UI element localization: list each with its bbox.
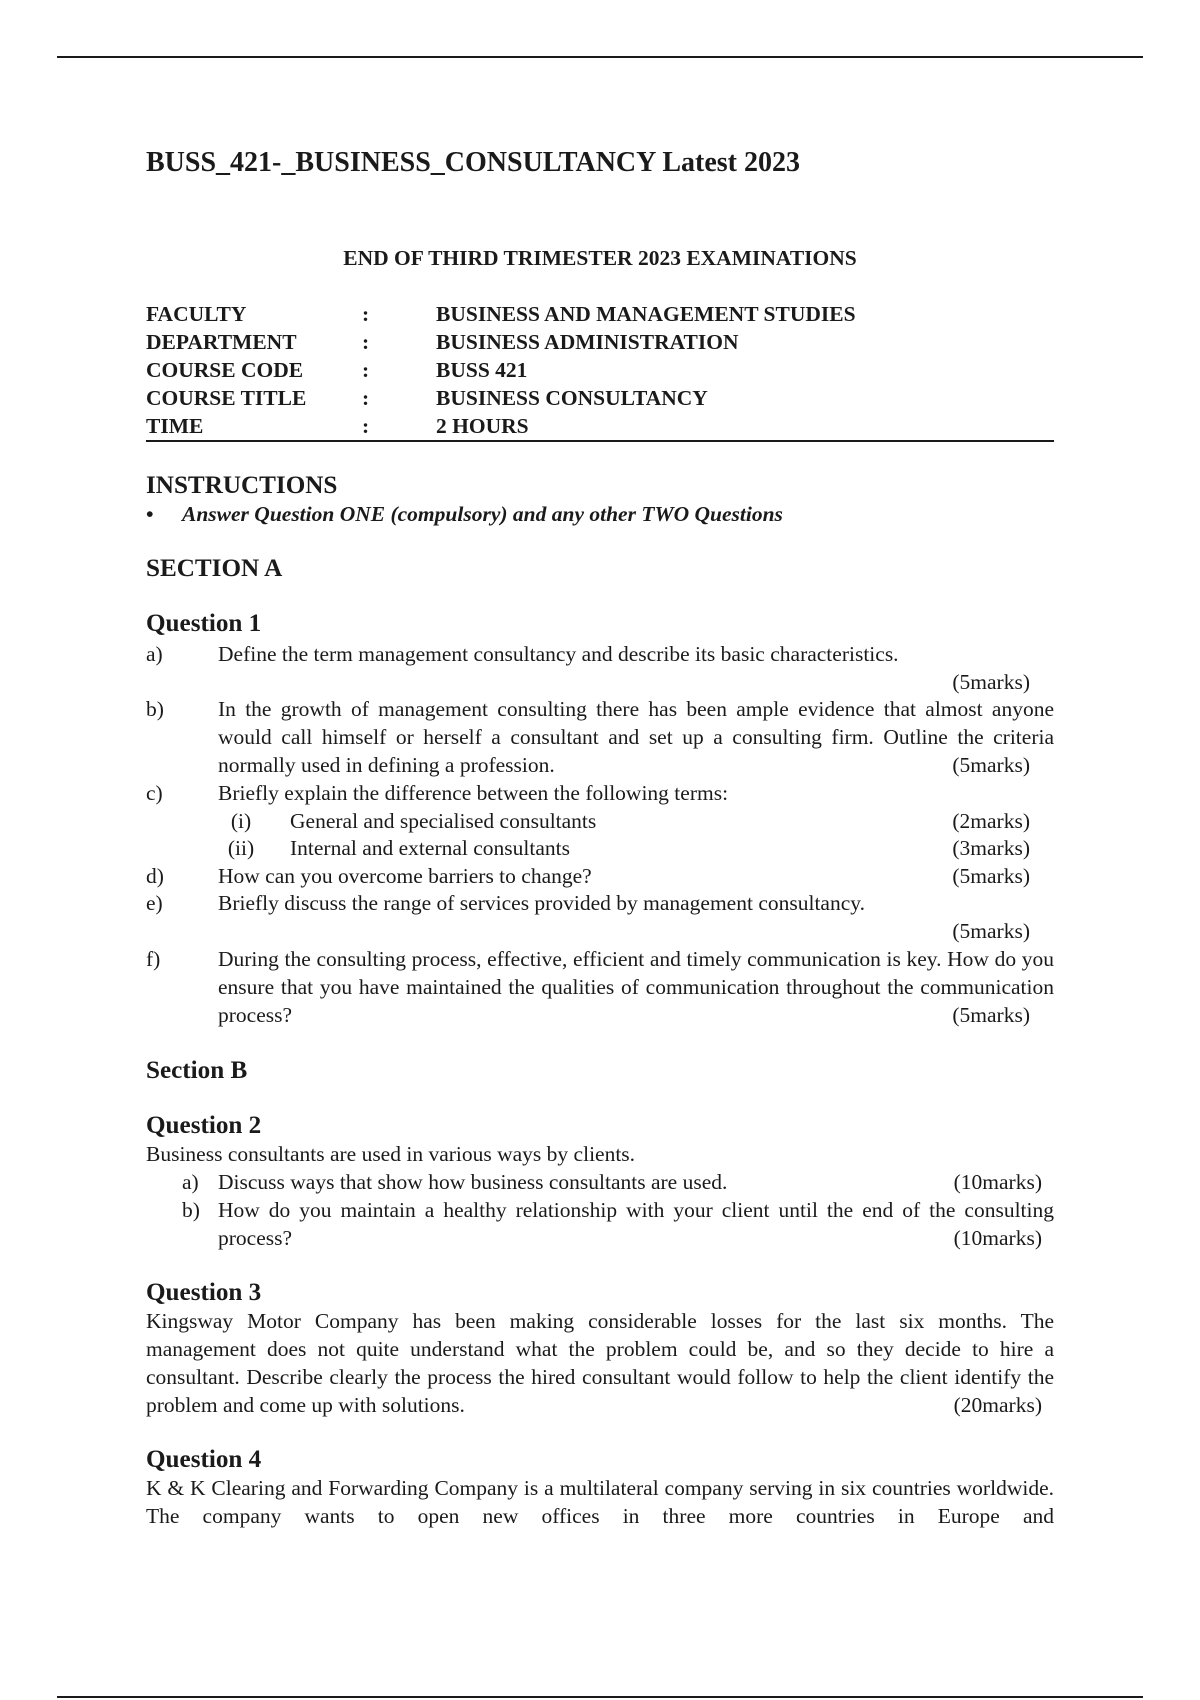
details-divider (146, 440, 1054, 442)
meta-row-faculty (146, 300, 1054, 328)
document-title: BUSS_421-_BUSINESS_CONSULTANCY Latest 2023 (146, 147, 800, 178)
item-label: a) (146, 642, 163, 666)
item-text: How do you maintain a healthy relationship with your client until the end of the consulting process? (218, 1198, 1054, 1250)
item-text: Briefly discuss the range of services provided by management consultancy. (218, 891, 865, 915)
item-marks: (10marks) (953, 1170, 1042, 1194)
meta-label: COURSE TITLE (146, 386, 307, 410)
meta-value: BUSINESS AND MANAGEMENT STUDIES (436, 302, 856, 326)
sub-item-marks: (2marks) (952, 809, 1030, 833)
item-text: During the consulting process, effective, efficient and timely communication is key. How do you ensure that you have maintained the qualities of communication throughout the communication process? (218, 947, 1054, 1027)
section-b-heading: Section B (146, 1057, 248, 1084)
item-label: a) (182, 1170, 199, 1194)
question-3-marks: (20marks) (953, 1393, 1042, 1417)
item-text: Briefly explain the difference between the following terms: (218, 781, 729, 805)
sub-item-marks: (3marks) (952, 836, 1030, 860)
item-label: d) (146, 864, 164, 888)
item-label: b) (146, 697, 164, 721)
sub-item-text: General and specialised consultants (290, 809, 597, 833)
meta-row-course-title (146, 384, 1054, 412)
item-marks: (5marks) (952, 919, 1030, 943)
item-marks: (10marks) (953, 1226, 1042, 1250)
exam-details (146, 300, 1054, 440)
item-marks: (5marks) (952, 670, 1030, 694)
bottom-rule (57, 1696, 1143, 1698)
item-text: Discuss ways that show how business consultants are used. (218, 1170, 728, 1194)
item-label: b) (182, 1198, 200, 1222)
top-rule (57, 56, 1143, 58)
meta-colon: : (362, 358, 370, 382)
question-2-heading: Question 2 (146, 1112, 262, 1139)
sub-item-label: (ii) (227, 836, 255, 860)
item-text: How can you overcome barriers to change? (218, 864, 592, 888)
meta-value: BUSS 421 (436, 358, 528, 382)
item-text: Define the term management consultancy and describe its basic characteristics. (218, 642, 899, 666)
meta-row-course-code (146, 356, 1054, 384)
meta-colon: : (362, 414, 370, 438)
instructions-heading: INSTRUCTIONS (146, 472, 338, 499)
meta-colon: : (362, 386, 370, 410)
item-text: In the growth of management consulting there has been ample evidence that almost anyone would call himself or herself a consultant and set up a consulting firm. Outline the criteria normally used in defining a profession. (218, 697, 1054, 777)
meta-label: FACULTY (146, 302, 247, 326)
meta-label: DEPARTMENT (146, 330, 297, 354)
meta-row-time (146, 412, 1054, 440)
sub-item-text: Internal and external consultants (290, 836, 570, 860)
item-marks: (5marks) (952, 1003, 1030, 1027)
exam-heading: END OF THIRD TRIMESTER 2023 EXAMINATIONS (343, 246, 857, 270)
question-4-text: K & K Clearing and Forwarding Company is a multilateral company serving in six countries worldwide. The company wants to open new offices in three more countries in Europe and (146, 1476, 1054, 1528)
question-2-intro: Business consultants are used in various ways by clients. (146, 1142, 636, 1166)
meta-row-department (146, 328, 1054, 356)
item-marks: (5marks) (952, 753, 1030, 777)
meta-label: COURSE CODE (146, 358, 304, 382)
question-3-text: Kingsway Motor Company has been making considerable losses for the last six months. The management does not quite understand what the problem could be, and so they decide to hire a consultant. Describe clearly the process the hired consultant would follow to help the client identify the problem and come up with solutions. (146, 1309, 1054, 1417)
meta-label: TIME (146, 414, 204, 438)
meta-value: BUSINESS ADMINISTRATION (436, 330, 739, 354)
meta-colon: : (362, 330, 370, 354)
item-label: e) (146, 891, 163, 915)
meta-value: BUSINESS CONSULTANCY (436, 386, 708, 410)
item-label: f) (146, 947, 161, 971)
question-1-heading: Question 1 (146, 610, 262, 637)
bullet-icon: • (146, 502, 154, 526)
item-marks: (5marks) (952, 864, 1030, 888)
instruction-text: Answer Question ONE (compulsory) and any other TWO Questions (182, 502, 783, 526)
question-4-heading: Question 4 (146, 1446, 262, 1473)
meta-value: 2 HOURS (436, 414, 529, 438)
sub-item-label: (i) (230, 809, 252, 833)
meta-colon: : (362, 302, 370, 326)
section-a-heading: SECTION A (146, 555, 283, 582)
item-label: c) (146, 781, 163, 805)
question-3-heading: Question 3 (146, 1279, 262, 1306)
